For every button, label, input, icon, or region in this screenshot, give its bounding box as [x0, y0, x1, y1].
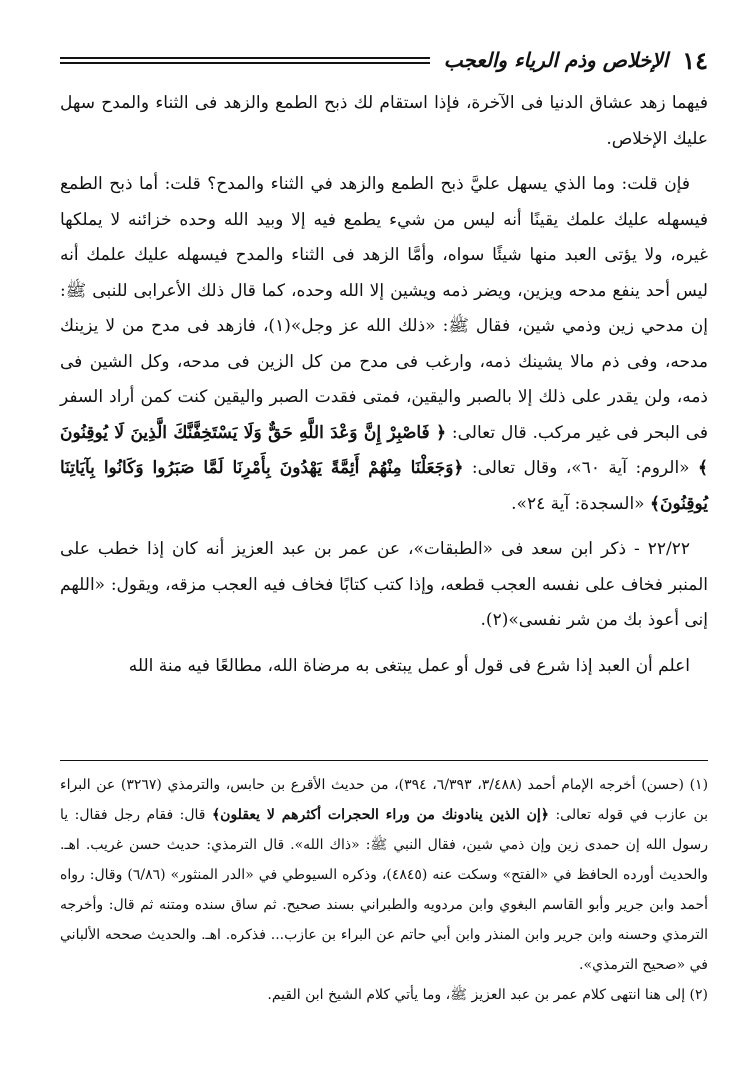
footnotes [60, 770, 708, 1010]
paragraph [60, 167, 708, 522]
footnote-verse: ﴿إن الذين ينادونك من وراء الحجرات أكثرهم لا يعقلون﴾ [211, 807, 549, 823]
footnote-text: قال: فقام رجل فقال: يا رسول الله إن حمدى زين وإن ذمي شين، فقال النبي ﷺ: «ذاك الله». قال الترمذي: حديث حسن غريب. اهـ. والحديث أورده الحافظ في «الفتح» وسكت عنه (٤٨٤٥)، وذكره السيوطي في «الدر المنثور» (٦/٨٦) وقال: رواه أحمد وابن جرير وأبو القاسم البغوي وابن مردويه والطبراني بسند صحيح. ثم ساق سنده ومتنه ثم قال: وأخرجه الترمذي وحسنه وابن جرير وابن المنذر وابن أبي حاتم عن البراء بن عازب... فذكره. اهـ. والحديث صححه الألباني في «صحيح الترمذي». [60, 807, 708, 973]
paragraph: ٢٢/٢٢ - ذكر ابن سعد فى «الطبقات»، عن عمر بن عبد العزيز أنه كان إذا خطب على المنبر فخاف على نفسه العجب قطعه، وإذا كتب كتابًا فخاف فيه العجب مزقه، ويقول: «اللهم إنى أعوذ بك من شر نفسى»(٢). [60, 539, 708, 630]
paragraph: فيهما زهد عشاق الدنيا فى الآخرة، فإذا استقام لك ذبح الطمع والزهد فى الثناء والمدح سهل عليك الإخلاص. [60, 93, 708, 149]
verse-reference: «الروم: آية ٦٠»، وقال تعالى: [471, 458, 690, 478]
footnote [60, 770, 708, 980]
page-header [60, 40, 708, 80]
main-text [60, 86, 708, 694]
footnote-separator [60, 760, 708, 761]
paragraph: اعلم أن العبد إذا شرع فى قول أو عمل يبتغى به مرضاة الله، مطالعًا فيه منة الله [128, 655, 690, 676]
verse-reference: «السجدة: آية ٢٤». [511, 493, 645, 514]
quran-verse: ﴿ فَاصْبِرْ إِنَّ وَعْدَ اللَّهِ حَقٌّ وَلَا يَسْتَخِفَّنَّكَ الَّذِينَ لَا يُوقِنُونَ ﴾ [60, 422, 709, 478]
header-rule [60, 57, 430, 64]
footnote: (٢) إلى هنا انتهى كلام عمر بن عبد العزيز ﷺ، وما يأتي كلام الشيخ ابن القيم. [267, 987, 708, 1003]
page-number: ١٤ [682, 45, 708, 75]
running-title: الإخلاص وذم الرياء والعجب [443, 48, 669, 72]
footnote-text: (١) (حسن) أخرجه الإمام أحمد (٣/٤٨٨، ٦/٣٩٣، ٣٩٤)، من حديث الأقرع بن حابس، والترمذي (٣٢٦٧) عن البراء بن عازب في قوله تعالى: [60, 777, 709, 823]
paragraph-text: فإن قلت: وما الذي يسهل عليَّ ذبح الطمع والزهد في الثناء والمدح؟ قلت: أما ذبح الطمع فيسهله عليك علمك يقينًا أنه ليس من شيء يطمع فيه إلا وبيد الله وحده خزائنه لا يملكها غيره، ولا يؤتى العبد منها شيئًا سواه، وأمَّا الزهد فى الثناء والمدح فيسهله عليك علمك أنه ليس أحد ينفع مدحه ويزين، ويضر ذمه ويشين إلا الله وحده، كما قال ذلك الأعرابى للنبى ﷺ: إن مدحي زين وذمي شين، فقال ﷺ: «ذلك الله عز وجل»(١)، فازهد فى مدح من لا يزينك مدحه، وفى ذم مالا يشينك ذمه، وارغب فى مدح من كل الزين فى مدحه، وكل الشين فى ذمه، ولن يقدر على ذلك إلا بالصبر واليقين، فمتى فقدت الصبر واليقين كنت كمن أراد السفر فى البحر فى غير مركب. قال تعالى: [60, 174, 709, 443]
quran-verse: ﴿وَجَعَلْنَا مِنْهُمْ أَئِمَّةً يَهْدُونَ بِأَمْرِنَا لَمَّا صَبَرُوا وَكَانُوا بِآيَاتِنَا يُوقِنُونَ﴾ [60, 458, 708, 514]
